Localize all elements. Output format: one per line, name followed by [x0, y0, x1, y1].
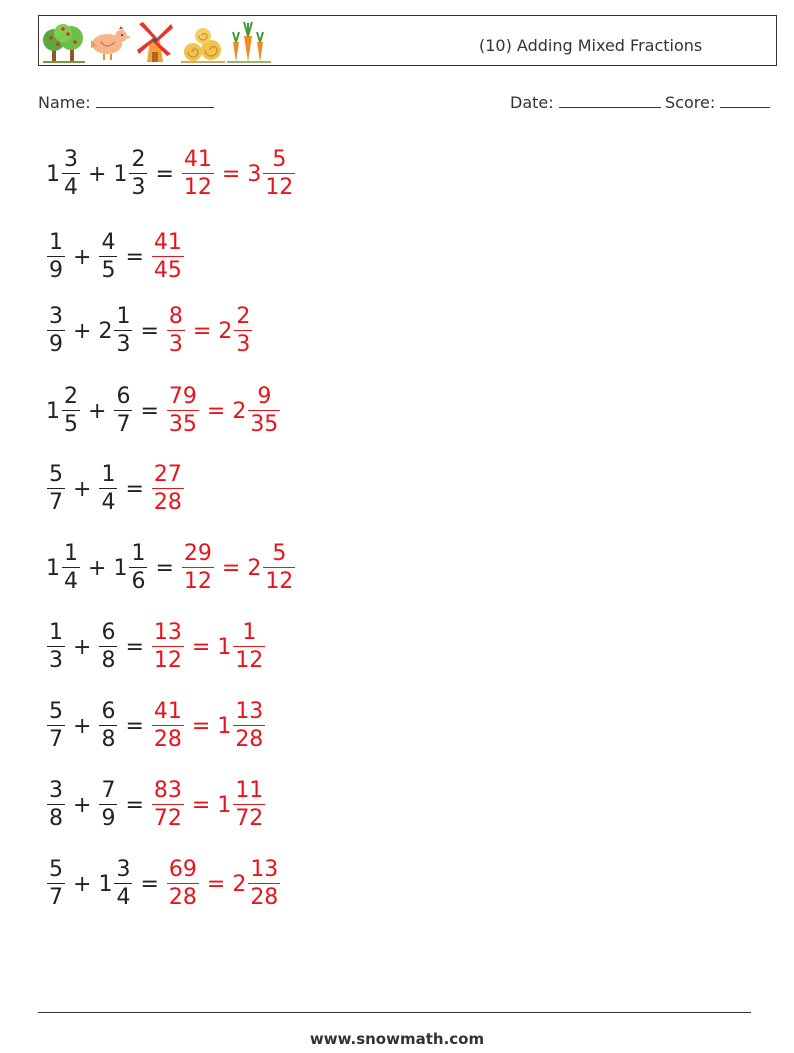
fraction — [152, 232, 184, 282]
denominator: 8 — [101, 648, 116, 673]
numerator: 41 — [153, 230, 182, 255]
addend-b — [113, 149, 148, 199]
denominator: 4 — [116, 885, 131, 910]
numerator: 3 — [64, 147, 78, 172]
denominator: 28 — [235, 727, 264, 752]
equals-sign: = — [125, 244, 144, 270]
numerator: 3 — [49, 778, 63, 803]
addend-b — [98, 306, 133, 356]
denominator: 9 — [101, 806, 116, 831]
numerator: 79 — [168, 384, 197, 409]
whole-number: 1 — [46, 161, 60, 187]
numerator: 83 — [153, 778, 182, 803]
numerator: 1 — [101, 462, 116, 487]
addend-b — [113, 386, 133, 436]
whole-number: 1 — [113, 161, 128, 187]
whole-number: 2 — [247, 555, 262, 581]
whole-number: 2 — [232, 398, 247, 424]
fraction — [62, 386, 80, 436]
fraction — [182, 149, 214, 199]
equals-sign: = — [140, 871, 159, 897]
denominator: 4 — [64, 175, 78, 200]
answer-improper — [151, 780, 185, 830]
plus-sign: + — [73, 318, 92, 344]
name-blank[interactable] — [96, 93, 214, 108]
numerator: 9 — [257, 384, 272, 409]
answer-equals-sign: = — [191, 713, 211, 739]
fraction — [99, 780, 117, 830]
answer-equals-sign: = — [191, 634, 211, 660]
numerator: 5 — [49, 699, 63, 724]
denominator: 3 — [49, 648, 63, 673]
problem-row — [46, 777, 266, 833]
equals-sign: = — [125, 476, 144, 502]
hen-icon — [87, 20, 131, 64]
numerator: 1 — [116, 304, 131, 329]
hay-bales-icon — [181, 20, 225, 64]
denominator: 8 — [101, 727, 116, 752]
numerator: 11 — [235, 778, 264, 803]
fraction — [99, 464, 117, 514]
worksheet-header — [38, 15, 777, 66]
denominator: 72 — [153, 806, 182, 831]
addend-b — [113, 543, 148, 593]
fraction — [167, 306, 185, 356]
tree-icon — [41, 20, 87, 64]
worksheet-title: (10) Adding Mixed Fractions — [479, 36, 703, 55]
addend-b — [98, 859, 133, 909]
numerator: 3 — [49, 304, 63, 329]
plus-sign: + — [73, 792, 92, 818]
fraction — [62, 543, 80, 593]
denominator: 7 — [49, 727, 63, 752]
fraction — [152, 464, 184, 514]
fraction — [99, 622, 117, 672]
answer-equals-sign: = — [192, 318, 212, 344]
equals-sign: = — [125, 634, 144, 660]
equals-sign: = — [140, 318, 159, 344]
whole-number: 1 — [98, 871, 113, 897]
numerator: 6 — [101, 699, 116, 724]
fraction — [234, 306, 252, 356]
fraction — [99, 701, 117, 751]
answer-improper — [166, 859, 200, 909]
denominator: 5 — [64, 412, 78, 437]
whole-number: 3 — [247, 161, 262, 187]
numerator: 69 — [168, 857, 197, 882]
addend-b — [98, 464, 118, 514]
whole-number: 1 — [217, 792, 232, 818]
equals-sign: = — [155, 161, 174, 187]
answer-equals-sign: = — [206, 398, 226, 424]
addend-b — [98, 622, 118, 672]
numerator: 5 — [49, 462, 63, 487]
numerator: 6 — [101, 620, 116, 645]
denominator: 12 — [265, 175, 294, 200]
addend-b — [98, 701, 118, 751]
name-label: Name: — [38, 93, 91, 112]
fraction — [47, 780, 65, 830]
plus-sign: + — [88, 161, 107, 187]
plus-sign: + — [73, 476, 92, 502]
date-blank[interactable] — [559, 93, 661, 108]
numerator: 29 — [183, 541, 212, 566]
answer-mixed — [232, 386, 281, 436]
denominator: 28 — [168, 885, 197, 910]
numerator: 1 — [242, 620, 257, 645]
numerator: 2 — [236, 304, 251, 329]
numerator: 8 — [168, 304, 183, 329]
addend-a — [46, 701, 66, 751]
denominator: 9 — [49, 258, 63, 283]
carrots-icon — [227, 20, 271, 64]
fraction — [129, 543, 147, 593]
denominator: 12 — [183, 569, 212, 594]
numerator: 1 — [49, 230, 63, 255]
fraction — [99, 232, 117, 282]
windmill-icon — [133, 20, 177, 64]
equals-sign: = — [125, 713, 144, 739]
denominator: 7 — [49, 885, 63, 910]
footer-url: www.snowmath.com — [309, 1030, 485, 1048]
fraction — [233, 701, 265, 751]
whole-number: 1 — [46, 555, 60, 581]
equals-sign: = — [140, 398, 159, 424]
problem-row — [46, 383, 281, 439]
denominator: 12 — [153, 648, 182, 673]
answer-mixed — [232, 859, 281, 909]
answer-equals-sign: = — [221, 555, 241, 581]
problem-row — [46, 698, 266, 754]
answer-equals-sign: = — [221, 161, 241, 187]
fraction — [152, 701, 184, 751]
numerator: 6 — [116, 384, 131, 409]
plus-sign: + — [73, 871, 92, 897]
denominator: 45 — [153, 258, 182, 283]
plus-sign: + — [73, 634, 92, 660]
fraction — [167, 859, 199, 909]
fraction — [263, 543, 295, 593]
answer-mixed — [217, 780, 266, 830]
whole-number: 2 — [98, 318, 113, 344]
whole-number: 2 — [218, 318, 233, 344]
denominator: 7 — [116, 412, 131, 437]
answer-improper — [181, 543, 215, 593]
answer-improper — [151, 464, 185, 514]
numerator: 4 — [101, 230, 116, 255]
numerator: 5 — [272, 541, 287, 566]
numerator: 1 — [49, 620, 63, 645]
denominator: 12 — [235, 648, 264, 673]
fraction — [167, 386, 199, 436]
answer-improper — [151, 622, 185, 672]
denominator: 35 — [168, 412, 197, 437]
fraction — [263, 149, 295, 199]
equals-sign: = — [125, 792, 144, 818]
equals-sign: = — [155, 555, 174, 581]
fraction — [47, 859, 65, 909]
problem-row — [46, 229, 185, 285]
numerator: 41 — [153, 699, 182, 724]
problem-row — [46, 146, 296, 202]
problem-row — [46, 461, 185, 517]
denominator: 3 — [116, 332, 131, 357]
whole-number: 1 — [217, 713, 232, 739]
addend-a — [46, 306, 66, 356]
denominator: 6 — [131, 569, 146, 594]
plus-sign: + — [73, 713, 92, 739]
answer-equals-sign: = — [206, 871, 226, 897]
plus-sign: + — [88, 398, 107, 424]
denominator: 12 — [265, 569, 294, 594]
addend-a — [46, 859, 66, 909]
header-icons — [41, 20, 271, 64]
numerator: 13 — [250, 857, 279, 882]
answer-improper — [151, 701, 185, 751]
answer-equals-sign: = — [191, 792, 211, 818]
answer-improper — [151, 232, 185, 282]
denominator: 4 — [101, 490, 116, 515]
denominator: 7 — [49, 490, 63, 515]
denominator: 8 — [49, 806, 63, 831]
fraction — [152, 780, 184, 830]
denominator: 28 — [153, 490, 182, 515]
numerator: 27 — [153, 462, 182, 487]
addend-a — [46, 464, 66, 514]
fraction — [47, 232, 65, 282]
answer-improper — [166, 306, 186, 356]
problem-row — [46, 856, 281, 912]
whole-number: 1 — [46, 398, 60, 424]
whole-number: 2 — [232, 871, 247, 897]
addend-a — [46, 622, 66, 672]
addend-a — [46, 543, 81, 593]
answer-improper — [166, 386, 200, 436]
whole-number: 1 — [217, 634, 232, 660]
denominator: 35 — [250, 412, 279, 437]
fraction — [114, 386, 132, 436]
denominator: 3 — [168, 332, 183, 357]
plus-sign: + — [88, 555, 107, 581]
addend-a — [46, 149, 81, 199]
addend-a — [46, 780, 66, 830]
fraction — [47, 306, 65, 356]
denominator: 3 — [236, 332, 251, 357]
fraction — [62, 149, 80, 199]
fraction — [152, 622, 184, 672]
fraction — [114, 306, 132, 356]
numerator: 13 — [153, 620, 182, 645]
answer-mixed — [218, 306, 253, 356]
problem-row — [46, 540, 296, 596]
numerator: 5 — [272, 147, 287, 172]
date-label: Date: — [510, 93, 554, 112]
numerator: 13 — [235, 699, 264, 724]
numerator: 7 — [101, 778, 116, 803]
denominator: 12 — [183, 175, 212, 200]
denominator: 5 — [101, 258, 116, 283]
fraction — [47, 464, 65, 514]
numerator: 1 — [64, 541, 78, 566]
addend-b — [98, 232, 118, 282]
answer-mixed — [247, 149, 296, 199]
fraction — [248, 386, 280, 436]
addend-a — [46, 232, 66, 282]
answer-improper — [181, 149, 215, 199]
fraction — [47, 622, 65, 672]
denominator: 72 — [235, 806, 264, 831]
numerator: 5 — [49, 857, 63, 882]
fraction — [248, 859, 280, 909]
footer-divider — [38, 1012, 751, 1013]
addend-a — [46, 386, 81, 436]
fraction — [129, 149, 147, 199]
numerator: 41 — [183, 147, 212, 172]
answer-mixed — [217, 701, 266, 751]
fraction — [47, 701, 65, 751]
answer-mixed — [247, 543, 296, 593]
answer-mixed — [217, 622, 266, 672]
numerator: 3 — [116, 857, 131, 882]
problem-row — [46, 303, 253, 359]
plus-sign: + — [73, 244, 92, 270]
fraction — [233, 780, 265, 830]
score-field — [665, 93, 770, 112]
denominator: 4 — [64, 569, 78, 594]
score-blank[interactable] — [720, 93, 770, 108]
score-label: Score: — [665, 93, 716, 112]
fraction — [233, 622, 265, 672]
date-field — [510, 93, 661, 112]
problem-row — [46, 619, 266, 675]
name-field — [38, 93, 214, 112]
denominator: 28 — [250, 885, 279, 910]
numerator: 1 — [131, 541, 146, 566]
fraction — [114, 859, 132, 909]
whole-number: 1 — [113, 555, 128, 581]
fraction — [182, 543, 214, 593]
addend-b — [98, 780, 118, 830]
denominator: 28 — [153, 727, 182, 752]
denominator: 9 — [49, 332, 63, 357]
numerator: 2 — [131, 147, 146, 172]
numerator: 2 — [64, 384, 78, 409]
denominator: 3 — [131, 175, 146, 200]
